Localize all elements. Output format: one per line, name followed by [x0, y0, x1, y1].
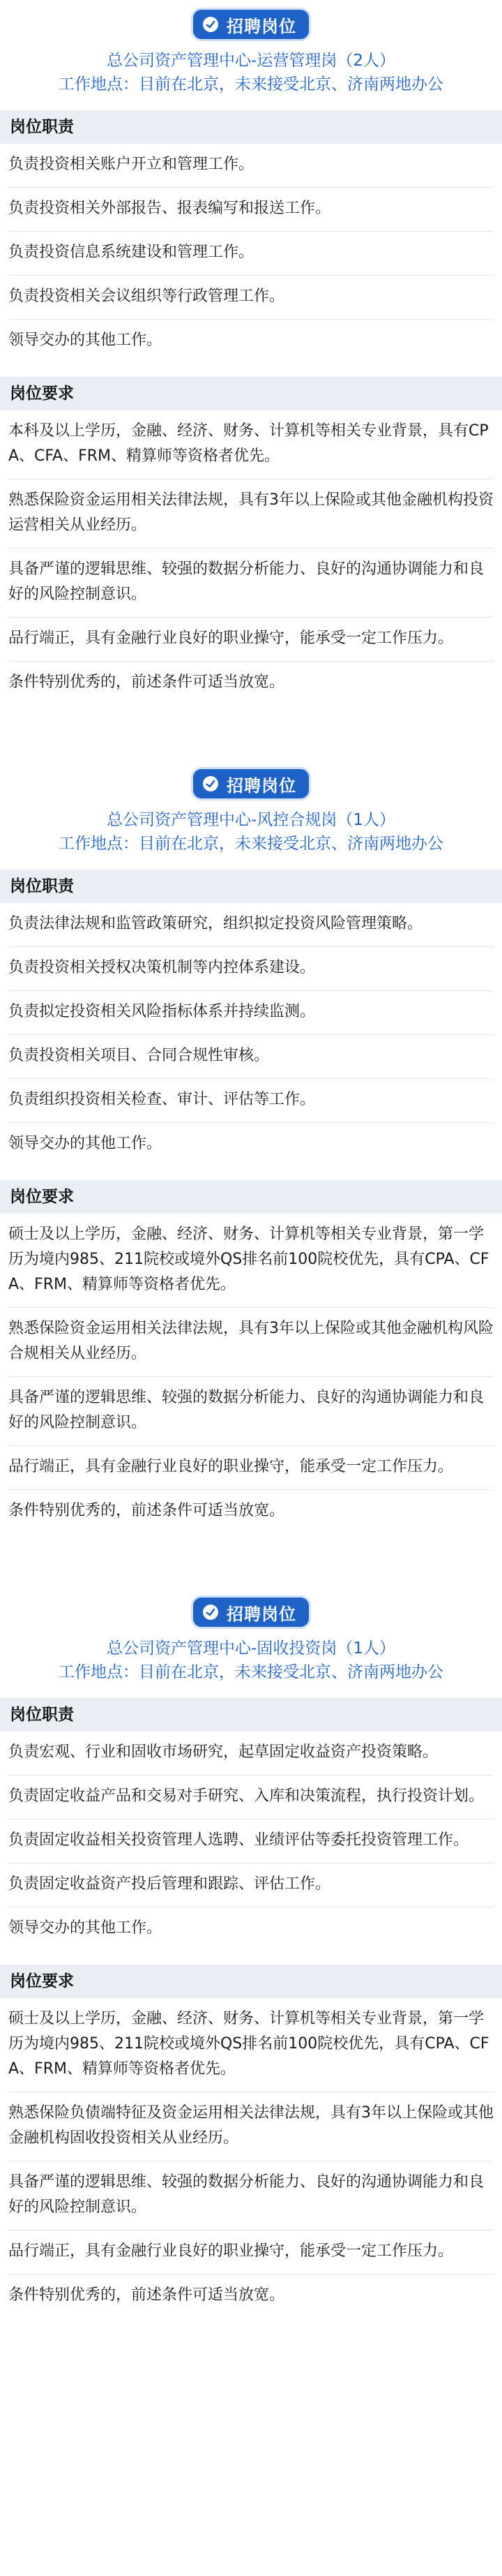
check-circle-icon: [201, 775, 220, 793]
list-item: 具备严谨的逻辑思维、较强的数据分析能力、良好的沟通协调能力和良好的风险控制意识。: [8, 2161, 494, 2231]
list-item: 负责法律法规和监管政策研究，组织拟定投资风险管理策略。: [8, 903, 494, 947]
list-item: 具备严谨的逻辑思维、较强的数据分析能力、良好的沟通协调能力和良好的风险控制意识。: [8, 549, 494, 618]
badge-label: 招聘岗位: [227, 16, 296, 36]
list-item: 负责拟定投资相关风险指标体系并持续监测。: [8, 991, 494, 1035]
work-location: 工作地点：目前在北京，未来接受北京、济南两地办公: [59, 1663, 443, 1681]
duties-heading: 岗位职责: [0, 870, 502, 903]
list-item: 负责投资相关账户开立和管理工作。: [8, 144, 494, 188]
list-item: 熟悉保险资金运用相关法律法规，具有3年以上保险或其他金融机构投资运营相关从业经历。: [8, 479, 494, 549]
badge-wrapper: [0, 1588, 502, 1627]
requirements-list: [0, 1214, 502, 1533]
list-item: 负责固定收益资产投后管理和跟踪、评估工作。: [8, 1863, 494, 1907]
badge-wrapper: [0, 759, 502, 798]
badge-label: 招聘岗位: [227, 1604, 296, 1624]
list-item: 熟悉保险资金运用相关法律法规，具有3年以上保险或其他金融机构风险合规相关从业经历。: [8, 1308, 494, 1377]
list-item: 负责投资相关外部报告、报表编写和报送工作。: [8, 188, 494, 232]
check-circle-icon: [201, 15, 220, 33]
list-item: 条件特别优秀的，前述条件可适当放宽。: [8, 673, 285, 691]
list-item: 负责宏观、行业和固收市场研究，起草固定收益资产投资策略。: [8, 1732, 494, 1775]
list-item: 负责固定收益相关投资管理人选聘、业绩评估等委托投资管理工作。: [8, 1819, 494, 1863]
requirements-section: [0, 1180, 502, 1533]
duties-list: [0, 903, 502, 1166]
requirements-heading: 岗位要求: [0, 1965, 502, 1998]
list-item: 具备严谨的逻辑思维、较强的数据分析能力、良好的沟通协调能力和良好的风险控制意识。: [8, 1377, 494, 1446]
recruitment-badge: [193, 769, 309, 798]
section-spacer: [0, 1533, 502, 1588]
list-item: 负责投资相关项目、合同合规性审核。: [8, 1035, 494, 1079]
list-item: 负责投资相关授权决策机制等内控体系建设。: [8, 947, 494, 991]
badge-label: 招聘岗位: [227, 775, 296, 796]
recruitment-badge: [193, 10, 309, 39]
duties-section: [0, 110, 502, 363]
list-item: 本科及以上学历，金融、经济、财务、计算机等相关专业背景，具有CPA、CFA、FRM、精算师等资格者优先。: [8, 410, 494, 479]
badge-wrapper: [0, 0, 502, 39]
work-location: 工作地点：目前在北京，未来接受北京、济南两地办公: [59, 75, 443, 94]
list-item: 品行端正，具有金融行业良好的职业操守，能承受一定工作压力。: [8, 1446, 494, 1490]
position-title: 总公司资产管理中心-固收投资岗（1人）: [107, 1639, 395, 1658]
duties-heading: 岗位职责: [0, 110, 502, 144]
check-circle-icon: [201, 1603, 220, 1621]
list-item: 领导交办的其他工作。: [8, 1919, 162, 1937]
requirements-list: [0, 1998, 502, 2318]
requirements-section: [0, 1965, 502, 2318]
list-item: 领导交办的其他工作。: [8, 1135, 162, 1152]
list-item: 负责投资信息系统建设和管理工作。: [8, 232, 494, 276]
position-title: 总公司资产管理中心-风控合规岗（1人）: [107, 811, 395, 829]
list-item: 负责投资相关会议组织等行政管理工作。: [8, 276, 494, 320]
position-block: [0, 1588, 502, 2318]
section-spacer: [0, 705, 502, 759]
requirements-list: [0, 410, 502, 705]
duties-list: [0, 1732, 502, 1951]
list-item: 领导交办的其他工作。: [8, 332, 162, 349]
list-item: 负责固定收益产品和交易对手研究、入库和决策流程，执行投资计划。: [8, 1775, 494, 1819]
position-block: [0, 0, 502, 705]
requirements-section: [0, 377, 502, 705]
work-location: 工作地点：目前在北京，未来接受北京、济南两地办公: [59, 835, 443, 853]
duties-list: [0, 144, 502, 363]
list-item: 熟悉保险负债端特征及资金运用相关法律法规，具有3年以上保险或其他金融机构固收投资相关从业经历。: [8, 2092, 494, 2161]
list-item: 硕士及以上学历，金融、经济、财务、计算机等相关专业背景，第一学历为境内985、211院校或境外QS排名前100院校优先，具有CPA、CFA、FRM、精算师等资格者优先。: [8, 1214, 494, 1308]
position-block: [0, 759, 502, 1533]
list-item: 品行端正，具有金融行业良好的职业操守，能承受一定工作压力。: [8, 618, 494, 662]
list-item: 品行端正，具有金融行业良好的职业操守，能承受一定工作压力。: [8, 2231, 494, 2275]
duties-section: [0, 1698, 502, 1951]
list-item: 条件特别优秀的，前述条件可适当放宽。: [8, 2286, 285, 2304]
list-item: 条件特别优秀的，前述条件可适当放宽。: [8, 1502, 285, 1519]
duties-heading: 岗位职责: [0, 1698, 502, 1732]
duties-section: [0, 870, 502, 1166]
position-title: 总公司资产管理中心-运营管理岗（2人）: [107, 52, 395, 70]
requirements-heading: 岗位要求: [0, 1180, 502, 1214]
recruitment-badge: [193, 1598, 309, 1627]
list-item: 负责组织投资相关检查、审计、评估等工作。: [8, 1079, 494, 1123]
list-item: 硕士及以上学历，金融、经济、财务、计算机等相关专业背景，第一学历为境内985、211院校或境外QS排名前100院校优先，具有CPA、CFA、FRM、精算师等资格者优先。: [8, 1998, 494, 2092]
requirements-heading: 岗位要求: [0, 377, 502, 410]
